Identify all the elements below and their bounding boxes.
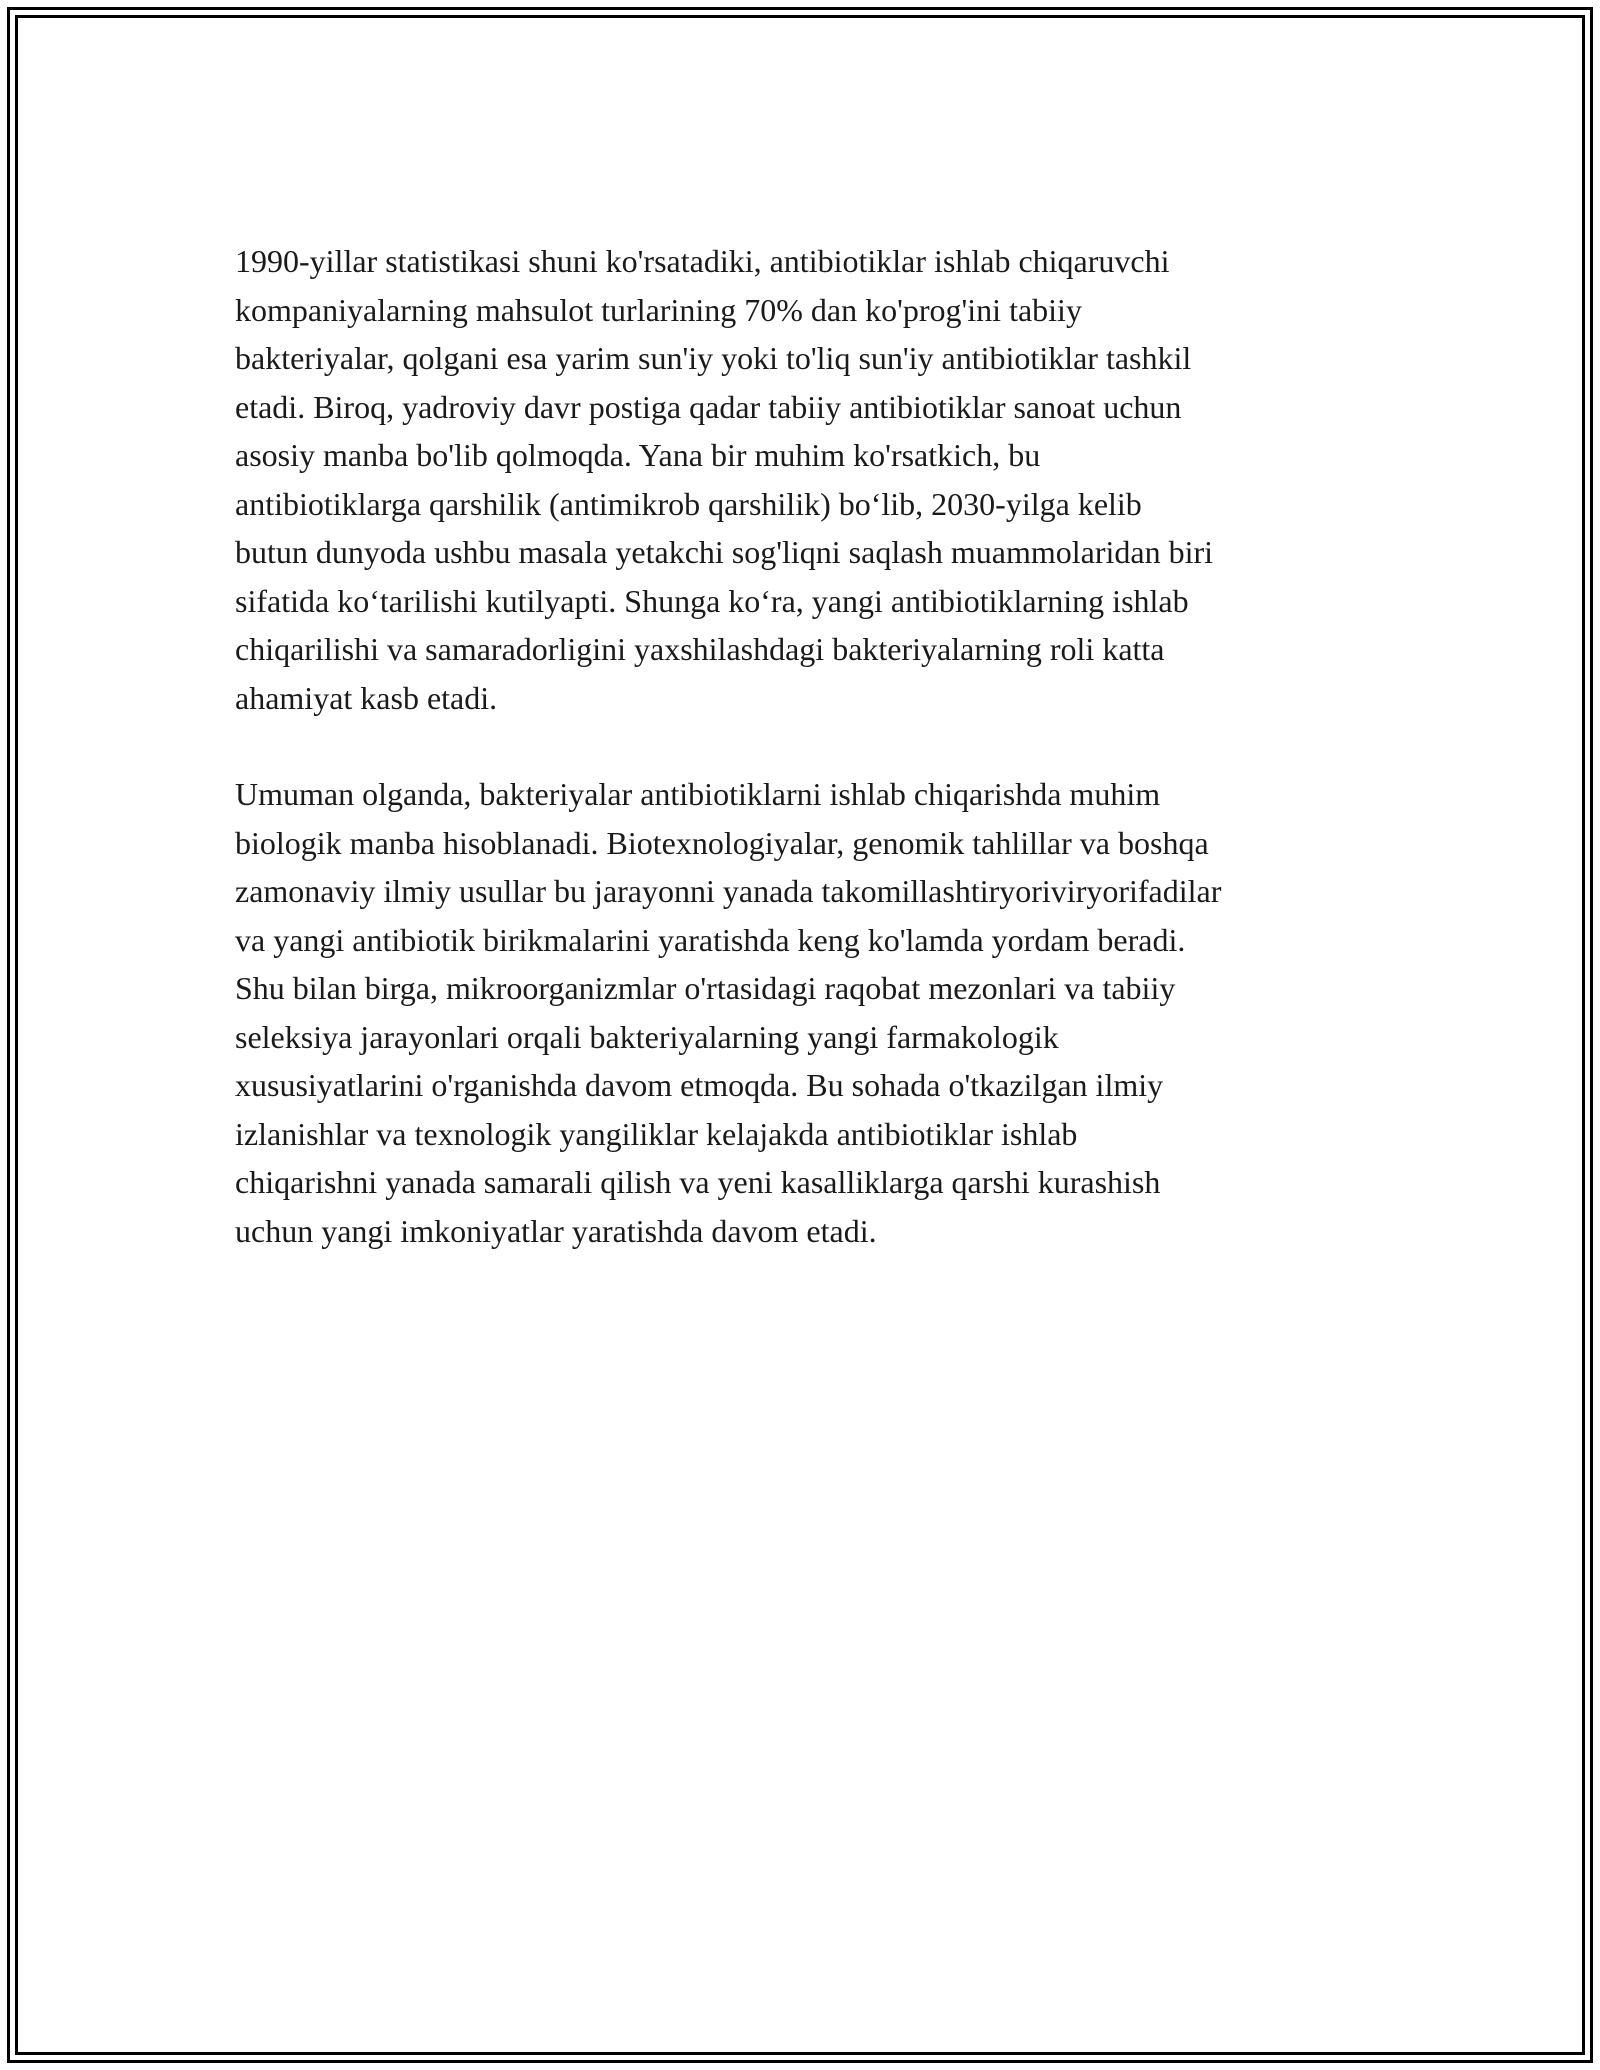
paragraph-1: 1990-yillar statistikasi shuni ko'rsatadiki, antibiotiklar ishlab chiqaruvchi kompaniyalarning mahsulot turlarining 70% dan ko'prog'ini tabiiy bakteriyalar, qolgani esa yarim sun'iy yoki to'liq sun'iy antibiotiklar tashkil etadi. Biroq, yadroviy davr postiga qadar tabiiy antibiotiklar sanoat uchun asosiy manba bo'lib qolmoqda. Yana bir muhim ko'rsatkich, bu antibiotiklarga qarshilik (antimikrob qarshilik) bo‘lib, 2030-yilga kelib butun dunyoda ushbu masala yetakchi sog'liqni saqlash muammolaridan biri sifatida ko‘tarilishi kutilyapti. Shunga ko‘ra, yangi antibiotiklarning ishlab chiqarilishi va samaradorligini yaxshilashdagi bakteriyalarning roli katta ahamiyat kasb etadi. [235, 243, 1214, 716]
paragraph-2: Umuman olganda, bakteriyalar antibiotiklarni ishlab chiqarishda muhim biologik manba hisoblanadi. Biotexnologiyalar, genomik tahlillar va boshqa zamonaviy ilmiy usullar bu jarayonni yanada takomillashtiryoriviryorifadilar va yangi antibiotik birikmalarini yaratishda keng ko'lamda yordam beradi. Shu bilan birga, mikroorganizmlar o'rtasidagi raqobat mezonlari va tabiiy seleksiya jarayonlari orqali bakteriyalarning yangi farmakologik xususiyatlarini o'rganishda davom etmoqda. Bu sohada o'tkazilgan ilmiy izlanishlar va texnologik yangiliklar kelajakda antibiotiklar ishlab chiqarishni yanada samarali qilish va yeni kasalliklarga qarshi kurashish uchun yangi imkoniyatlar yaratishda davom etadi. [235, 776, 1222, 1249]
document-body [235, 237, 1395, 1255]
